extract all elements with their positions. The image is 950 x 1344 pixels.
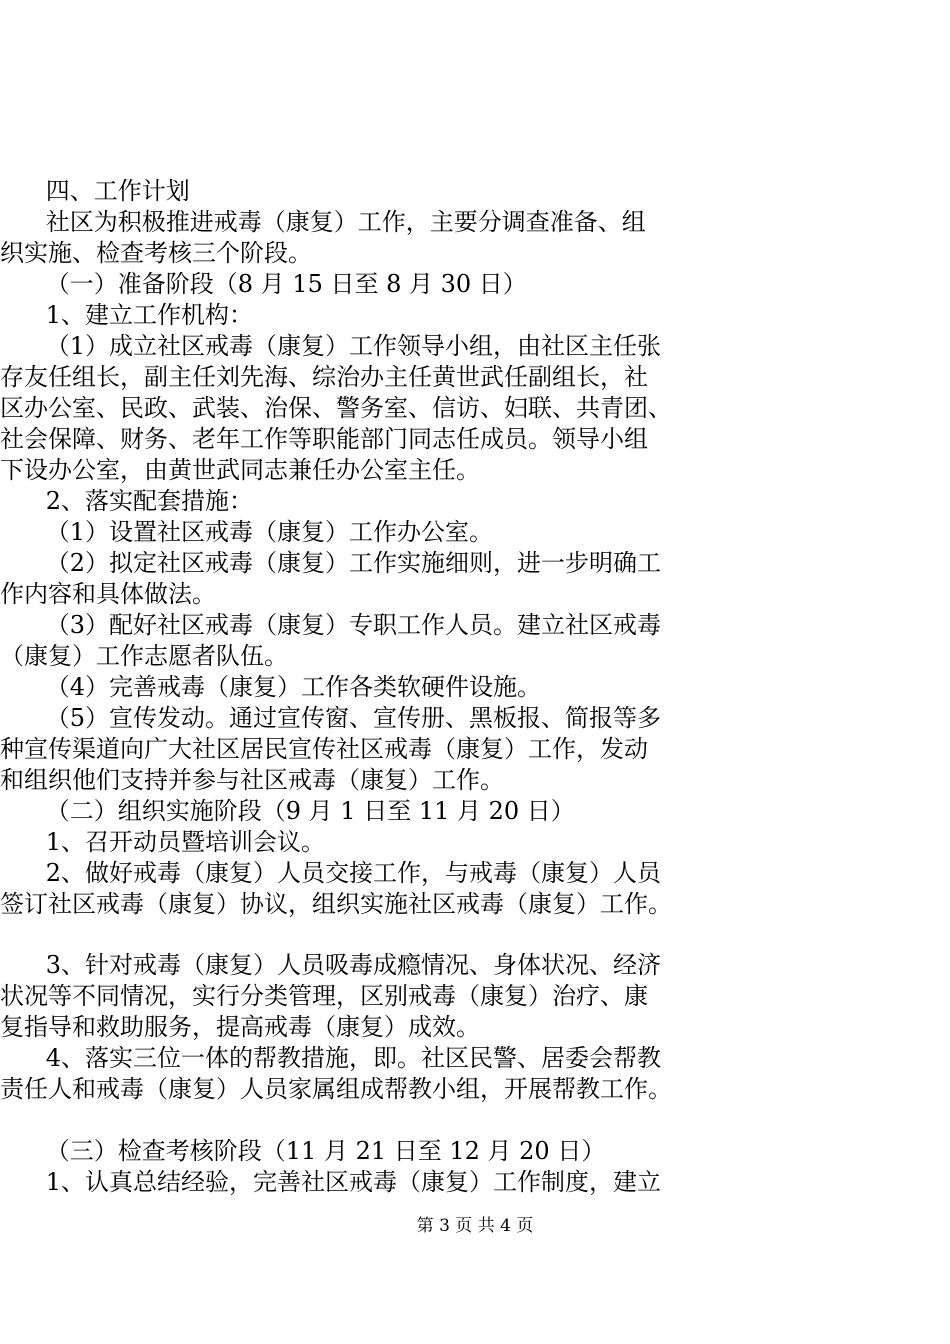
subsection-heading: （一）准备阶段（8 月 15 日至 8 月 30 日）	[0, 270, 527, 298]
text-line: 2、做好戒毒（康复）人员交接工作，与戒毒（康复）人员	[0, 859, 662, 887]
text-line: 下设办公室，由黄世武同志兼任办公室主任。	[0, 456, 480, 484]
text-line: 社区为积极推进戒毒（康复）工作，主要分调查准备、组	[0, 208, 646, 236]
text-line: 2、落实配套措施：	[0, 487, 254, 515]
page-footer: 第 3 页 共 4 页	[416, 1216, 534, 1236]
text-line: （3）配好社区戒毒（康复）专职工作人员。建立社区戒毒	[0, 611, 662, 639]
text-line: 1、认真总结经验，完善社区戒毒（康复）工作制度，建立	[0, 1168, 662, 1196]
text-line: 1、建立工作机构：	[0, 301, 254, 329]
text-line: 存友任组长，副主任刘先海、综治办主任黄世武任副组长，社	[0, 363, 648, 391]
text-line: 3、针对戒毒（康复）人员吸毒成瘾情况、身体状况、经济	[0, 951, 662, 979]
subsection-heading: （二）组织实施阶段（9 月 1 日至 11 月 20 日）	[0, 797, 575, 825]
text-line: 4、落实三位一体的帮教措施，即。社区民警、居委会帮教	[0, 1044, 662, 1072]
text-line: （4）完善戒毒（康复）工作各类软硬件设施。	[0, 673, 542, 701]
text-line: 复指导和救助服务，提高戒毒（康复）成效。	[0, 1013, 480, 1041]
text-line: 种宣传渠道向广大社区居民宣传社区戒毒（康复）工作，发动	[0, 735, 648, 763]
text-line: 签订社区戒毒（康复）协议，组织实施社区戒毒（康复）工作。	[0, 890, 672, 918]
text-line: 织实施、检查考核三个阶段。	[0, 239, 312, 267]
subsection-heading: （三）检查考核阶段（11 月 21 日至 12 月 20 日）	[0, 1137, 606, 1165]
text-line: 责任人和戒毒（康复）人员家属组成帮教小组，开展帮教工作。	[0, 1075, 672, 1103]
text-line: （2）拟定社区戒毒（康复）工作实施细则，进一步明确工	[0, 549, 662, 577]
text-line: 区办公室、民政、武装、治保、警务室、信访、妇联、共青团、	[0, 394, 672, 422]
text-line: （康复）工作志愿者队伍。	[0, 642, 288, 670]
text-line: （5）宣传发动。通过宣传窗、宣传册、黑板报、简报等多	[0, 704, 662, 732]
text-line: 作内容和具体做法。	[0, 580, 216, 608]
text-line: 和组织他们支持并参与社区戒毒（康复）工作。	[0, 766, 504, 794]
text-line: 1、召开动员暨培训会议。	[0, 828, 326, 856]
text-line: 状况等不同情况，实行分类管理，区别戒毒（康复）治疗、康	[0, 982, 648, 1010]
text-line: （1）设置社区戒毒（康复）工作办公室。	[0, 518, 494, 546]
section-heading: 四、工作计划	[0, 177, 190, 205]
text-line: （1）成立社区戒毒（康复）工作领导小组，由社区主任张	[0, 332, 662, 360]
text-line: 社会保障、财务、老年工作等职能部门同志任成员。领导小组	[0, 425, 648, 453]
